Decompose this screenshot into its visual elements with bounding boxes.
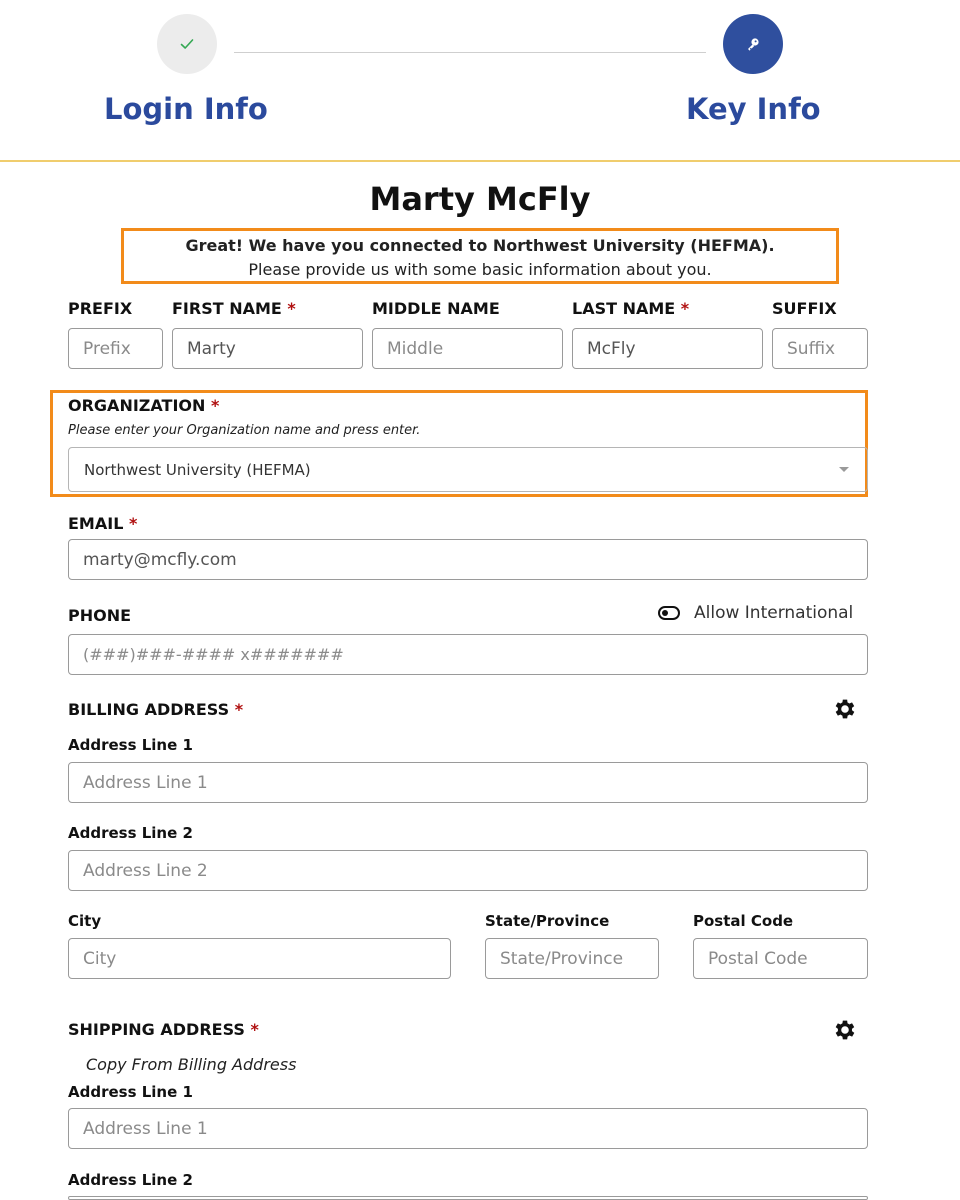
middle-name-input[interactable]: Middle <box>372 328 563 369</box>
billing-line1-input[interactable]: Address Line 1 <box>68 762 868 803</box>
shipping-line2-label: Address Line 2 <box>68 1171 193 1189</box>
required-mark: * <box>128 514 138 533</box>
organization-helper-text: Please enter your Organization name and press enter. <box>68 423 421 438</box>
suffix-input[interactable]: Suffix <box>772 328 868 369</box>
progress-stepper <box>0 0 960 162</box>
allow-international-label: Allow International <box>694 603 854 623</box>
billing-city-label: City <box>68 912 102 930</box>
middle-name-label: MIDDLE NAME <box>372 299 500 318</box>
prefix-label: PREFIX <box>68 299 133 318</box>
first-name-label: FIRST NAME * <box>172 299 296 318</box>
shipping-line1-label: Address Line 1 <box>68 1083 193 1101</box>
key-icon <box>745 36 761 52</box>
required-mark: * <box>680 299 690 318</box>
billing-city-input[interactable]: City <box>68 938 451 979</box>
required-mark: * <box>210 396 220 415</box>
connected-message-line2: Please provide us with some basic information about you. <box>248 260 712 279</box>
shipping-line2-input[interactable] <box>68 1196 868 1200</box>
first-name-input[interactable]: Marty <box>172 328 363 369</box>
billing-state-label: State/Province <box>485 912 610 930</box>
toggle-switch-icon[interactable] <box>658 606 680 620</box>
chevron-down-icon[interactable] <box>839 467 849 472</box>
organization-label: ORGANIZATION * <box>68 396 220 415</box>
billing-line2-input[interactable]: Address Line 2 <box>68 850 868 891</box>
email-label: EMAIL * <box>68 514 138 533</box>
check-icon <box>180 38 194 50</box>
allow-international-toggle[interactable] <box>658 603 853 623</box>
step-key-info-circle[interactable] <box>723 14 783 74</box>
billing-address-label: BILLING ADDRESS * <box>68 700 244 719</box>
required-mark: * <box>287 299 296 318</box>
gear-icon[interactable] <box>832 696 858 722</box>
phone-input[interactable]: (###)###-#### x####### <box>68 634 868 675</box>
last-name-input[interactable]: McFly <box>572 328 763 369</box>
last-name-label: LAST NAME * <box>572 299 690 318</box>
step-label-key-info[interactable]: Key Info <box>686 92 821 126</box>
billing-state-input[interactable]: State/Province <box>485 938 659 979</box>
billing-line2-label: Address Line 2 <box>68 824 193 842</box>
gear-icon[interactable] <box>832 1017 858 1043</box>
profile-name-heading: Marty McFly <box>369 180 591 218</box>
billing-postal-input[interactable]: Postal Code <box>693 938 868 979</box>
shipping-address-label: SHIPPING ADDRESS * <box>68 1020 259 1039</box>
step-login-info-circle[interactable] <box>157 14 217 74</box>
suffix-label: SUFFIX <box>772 299 837 318</box>
step-label-login-info[interactable]: Login Info <box>104 92 268 126</box>
prefix-input[interactable]: Prefix <box>68 328 163 369</box>
email-input[interactable]: marty@mcfly.com <box>68 539 868 580</box>
organization-select[interactable] <box>68 447 868 492</box>
billing-line1-label: Address Line 1 <box>68 736 193 754</box>
shipping-line1-input[interactable]: Address Line 1 <box>68 1108 868 1149</box>
copy-from-billing-link[interactable]: Copy From Billing Address <box>86 1055 297 1074</box>
organization-selected-value: Northwest University (HEFMA) <box>84 460 311 479</box>
stepper-connector <box>234 52 706 53</box>
phone-label: PHONE <box>68 606 132 625</box>
billing-postal-label: Postal Code <box>693 912 794 930</box>
required-mark: * <box>234 700 244 719</box>
connected-message-box <box>121 228 839 284</box>
required-mark: * <box>250 1020 259 1039</box>
connected-message-line1: Great! We have you connected to Northwest University (HEFMA). <box>185 236 775 255</box>
